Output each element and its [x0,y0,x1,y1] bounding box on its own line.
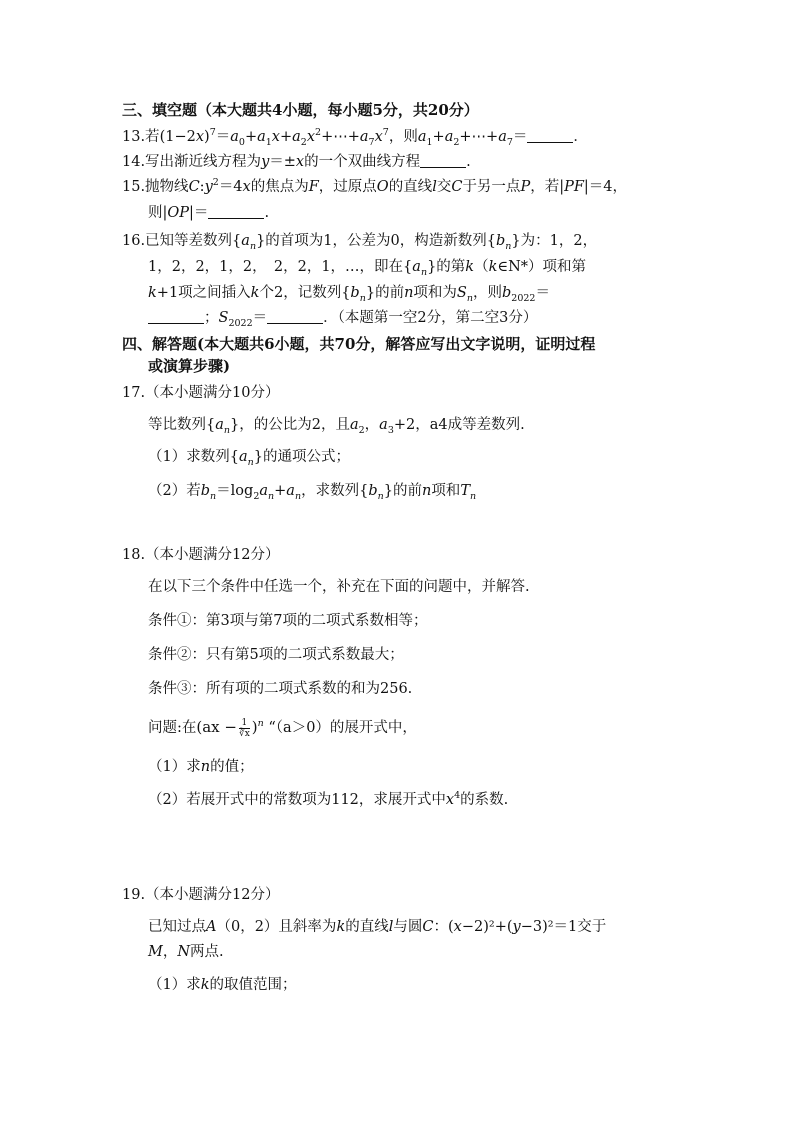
question-17-stem: 等比数列$\{a_n\}$，的公比为2，且$a_2$，$a_3+2$，a4成等差数列. [148,417,525,436]
question-15-line-1: 15.抛物线$C:y^2=4x$的焦点为F，过原点O的直线l交C于另一点P，若|PF|＝4， [122,177,628,195]
question-14: 14.写出渐近线方程为y＝±x的一个双曲线方程 . [122,154,471,170]
condition-2: 条件②：只有第5项的二项式系数最大； [148,647,404,663]
answer-blank [527,128,573,143]
question-16-line-1: 16.已知等差数列$\{a_n\}$的首项为1，公差为0，构造新数列$\{b_n\}$为：1，2， [122,233,598,252]
question-17-part-2: （2）若$b_n=\log_2a_n+a_n$，求数列$\{b_n\}$的前n项和$T_n$ [148,483,477,502]
condition-3: 条件③：所有项的二项式系数的和为256. [148,681,413,697]
section-3-title: 三、填空题（本大题共4小题，每小题5分，共20分） [122,101,479,119]
answer-blank [208,204,264,219]
section-4-title-line-1: 四、解答题(本大题共6小题，共70分，解答应写出文字说明，证明过程 [122,335,596,353]
answer-blank [267,309,323,324]
question-16-line-3: k+1项之间插入k个2，记数列$\{b_n\}$的前n项和为$S_n$，则$b_{2022}=$ [148,285,550,304]
question-17-heading: 17.（本小题满分10分） [122,385,280,401]
question-18-part-2: （2）若展开式中的常数项为112，求展开式中$x^4$的系数. [148,790,509,808]
section-4-title-line-2: 或演算步骤) [148,357,231,375]
question-15-line-2: 则|OP|＝ . [148,205,270,221]
answer-blank [420,153,466,168]
question-18-part-1: （1）求n的值； [148,759,254,775]
question-13: 13.若$(1-2x)^7=a_0+a_1x+a_2x^2+\cdots+a_7x^7$，则$a_1+a_2+\cdots+a_7=$ ． [122,127,588,148]
question-16-line-4: ；$S_{2022}=$ ．（本题第一空2分，第二空3分） [148,308,537,328]
question-19-heading: 19.（本小题满分12分） [122,887,280,903]
question-18-problem: 问题:在(ax − $\frac{1}{∛x}$ )$^n$ “（a＞0）的展开式中， [148,717,417,739]
question-18-intro: 在以下三个条件中任选一个，补充在下面的问题中，并解答. [148,579,530,595]
question-17-part-1: （1）求数列$\{a_n\}$的通项公式； [148,449,350,468]
question-19-stem-line-2: M，N两点. [148,944,224,960]
question-19-stem-line-1: 已知过点A（0，2）且斜率为k的直线l与圆C：(x−2)²+(y−3)²＝1交于 [148,919,607,935]
question-16-line-2: 1，2，2，1，2， 2，2，1，…，即在$\{a_n\}$的第k（k∈N*）项和第 [148,259,587,278]
question-19-part-1: （1）求k的取值范围； [148,977,297,993]
answer-blank [148,309,204,324]
question-18-heading: 18.（本小题满分12分） [122,547,280,563]
condition-1: 条件①：第3项与第7项的二项式系数相等； [148,613,428,629]
